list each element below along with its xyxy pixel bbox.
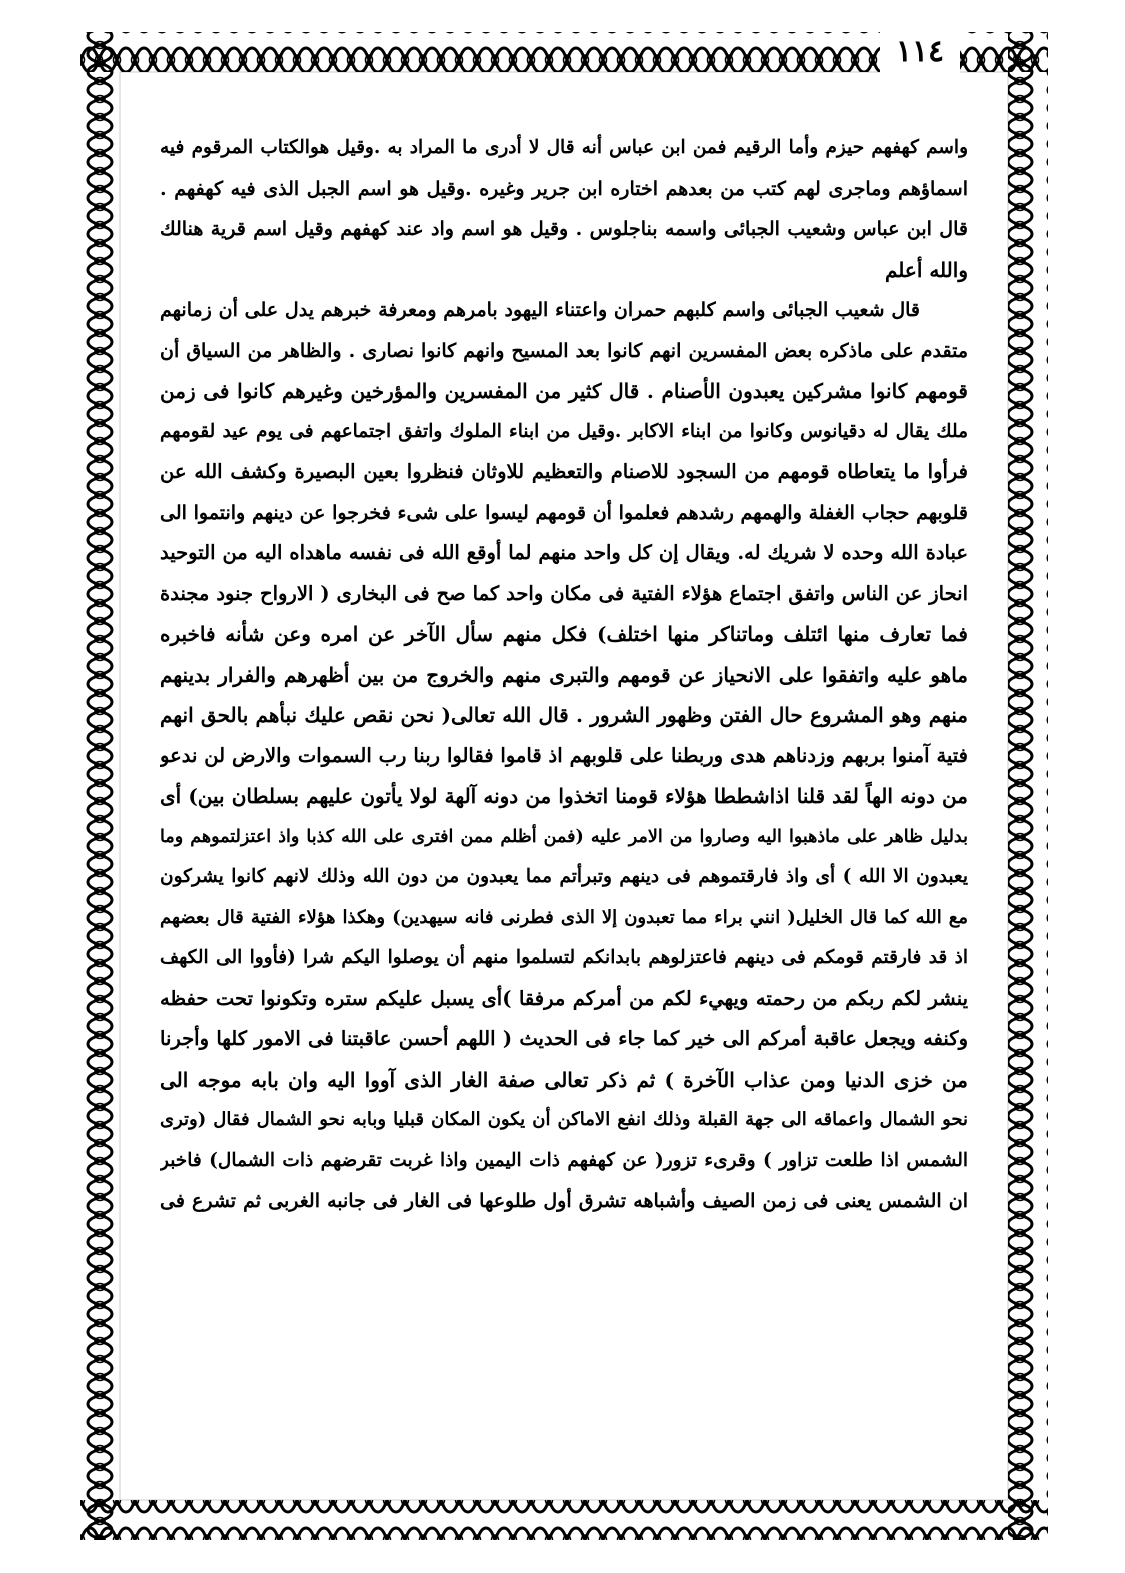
text-line: والله أعلم (884, 257, 968, 282)
text-line: اسماؤهم وماجرى لهم كتب من بعدهم اختاره ابن جرير وغيره .وقيل هو اسم الجبل الذى فيه كهفهم . (160, 177, 968, 200)
text-line: وكنفه ويجعل عاقبة أمركم الى خير كما جاء فى الحديث ( اللهم أحسن عاقبتنا فى الامور كلها وأجرنا (160, 1027, 968, 1050)
text-line: منهم وهو المشروع حال الفتن وظهور الشرور . قال الله تعالى( نحن نقص عليك نبأهم بالحق انهم (160, 703, 968, 727)
text-line: ماهو عليه واتفقوا على الانحياز عن قومهم والتبرى منهم والخروج من بين أظهرهم والفرار بدينهم (160, 662, 968, 687)
text-line: قلوبهم حجاب الغفلة والهمهم رشدهم فعلموا أن قومهم ليسوا على شىء فخرجوا عن دينهم وانتموا الى (160, 501, 968, 524)
text-line: متقدم على ماذكره بعض المفسرين انهم كانوا بعد المسيح وانهم كانوا نصارى . والظاهر من السياق أن (160, 339, 968, 362)
text-line: قومهم كانوا مشركين يعبدون الأصنام . قال كثير من المفسرين والمؤرخين وغيرهم كانوا فى زمن (160, 379, 968, 403)
text-line: عبادة الله وحده لا شريك له. ويقال إن كل واحد منهم لما أوقع الله فى نفسه ماهداه اليه من التوحيد (160, 541, 968, 564)
text-line: فرأوا ما يتعاطاه قومهم من السجود للاصنام والتعظيم للاوثان فنظروا بعين البصيرة وكشف الله عن (160, 460, 968, 483)
text-line: بدليل ظاهر على ماذهبوا اليه وصاروا من الامر عليه (فمن أظلم ممن افترى على الله كذبا واذ اعتزلتموهم وما (160, 826, 968, 847)
text-line: انحاز عن الناس واتفق اجتماع هؤلاء الفتية فى مكان واحد كما صح فى البخارى ( الارواح جنود مجندة (160, 581, 968, 605)
text-line: واسم كهفهم حيزم وأما الرقيم فمن ابن عباس أنه قال لا أدرى ما المراد به .وقيل هوالكتاب المرقوم فيه (160, 137, 968, 158)
text-line: الشمس اذا طلعت تزاور ) وقرىء تزور( عن كهفهم ذات اليمين واذا غربت تقرضهم ذات الشمال) فاخبر (160, 1149, 968, 1171)
body-text (160, 128, 968, 1458)
text-line: فتية آمنوا بربهم وزدناهم هدى وربطنا على قلوبهم اذ قاموا فقالوا ربنا رب السموات والارض لن ندعو (160, 743, 968, 767)
text-line: اذ قد فارقتم قومكم فى دينهم فاعتزلوهم بابدانكم لتسلموا منهم أن يوصلوا اليكم شرا (فأووا الى الكهف (160, 947, 968, 968)
text-line: مع الله كما قال الخليل( انني براء مما تعبدون إلا الذى فطرنى فانه سيهدين) وهكذا هؤلاء الفتية قال بعضهم (160, 906, 968, 928)
text-line: قال شعيب الجبائى واسم كلبهم حمران واعتناء اليهود بامرهم ومعرفة خبرهم يدل على أن زمانهم (160, 299, 920, 321)
text-line: يعبدون الا الله ) أى واذ فارقتموهم فى دينهم وتبرأتم مما يعبدون من دون الله وذلك لانهم كانوا يشركون (160, 866, 968, 887)
text-line: ان الشمس يعنى فى زمن الصيف وأشباهه تشرق أول طلوعها فى الغار فى جانبه الغربى ثم تشرع فى (160, 1190, 968, 1212)
page-number: ١١٤ (880, 28, 960, 76)
text-line: فما تعارف منها ائتلف وماتناكر منها اختلف) فكل منهم سأل الآخر عن امره وعن شأنه فاخبره (160, 622, 968, 646)
text-line: من خزى الدنيا ومن عذاب الآخرة ) ثم ذكر تعالى صفة الغار الذى آووا اليه وان بابه موجه الى (160, 1067, 968, 1092)
text-line: ملك يقال له دقيانوس وكانوا من ابناء الاكابر .وقيل من ابناء الملوك واتفق اجتماعهم فى يوم عيد لقومهم (160, 420, 968, 442)
text-line: من دونه الهاً لقد قلنا اذاشططا هؤلاء قومنا اتخذوا من دونه آلهة لولا يأتون عليهم بسلطان بين) أى (160, 784, 968, 808)
text-line: نحو الشمال واعماقه الى جهة القبلة وذلك انفع الاماكن أن يكون المكان قبليا وبابه نحو الشمال فقال (وترى (160, 1109, 968, 1130)
text-line: قال ابن عباس وشعيب الجبائى واسمه بناجلوس . وقيل هو اسم واد عند كهفهم وقيل اسم قرية هنالك (160, 218, 968, 240)
text-line: ينشر لكم ربكم من رحمته ويهيء لكم من أمركم مرفقا )أى يسبل عليكم ستره وتكونوا تحت حفظه (160, 986, 968, 1010)
